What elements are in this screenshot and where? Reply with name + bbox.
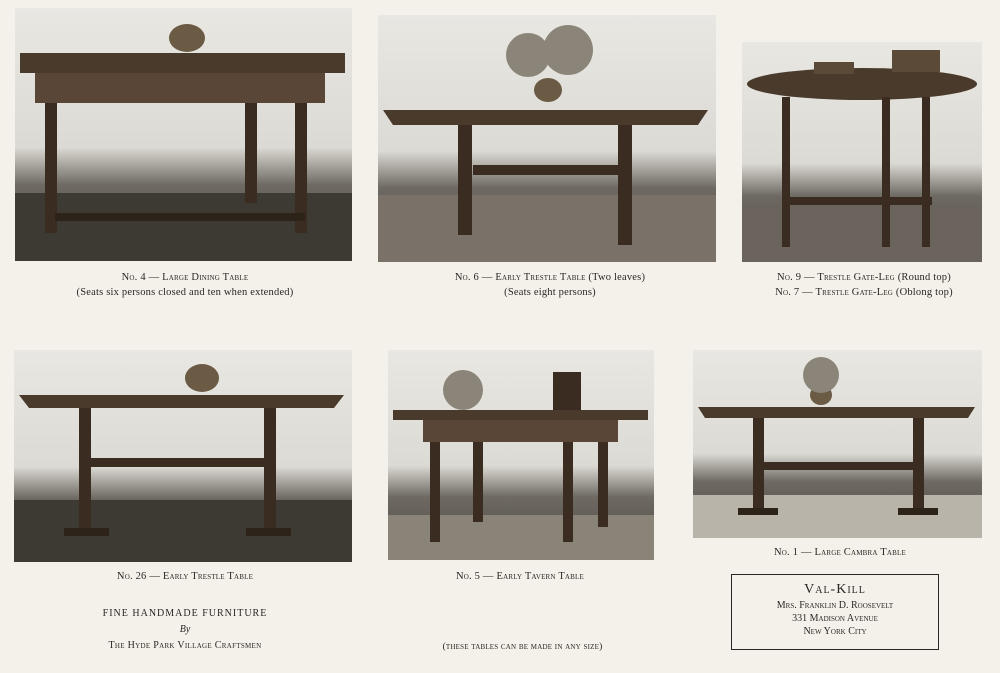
credit-block bbox=[70, 606, 300, 654]
caption-no-7-title: No. 7 — Trestle Gate-Leg bbox=[775, 287, 894, 298]
photo-large-dining-table bbox=[15, 8, 352, 261]
val-kill-brand: Val-Kill bbox=[804, 582, 866, 597]
caption-no-6-title: No. 6 — Early Trestle Table bbox=[454, 272, 586, 283]
caption-no-9-line bbox=[752, 270, 976, 285]
caption-no-9-top: (Round top) bbox=[897, 272, 951, 283]
val-kill-owner: Mrs. Franklin D. Roosevelt bbox=[776, 600, 894, 611]
photo-trestle-gate-leg-table bbox=[742, 42, 982, 262]
caption-no-6-leaves: (Two leaves) bbox=[588, 272, 646, 283]
gate-leg-table-illustration bbox=[742, 42, 982, 262]
credit-maker: The Hyde Park Village Craftsmen bbox=[108, 640, 262, 651]
photo-early-trestle-table-26 bbox=[14, 350, 352, 562]
size-note bbox=[405, 640, 640, 655]
tavern-table-illustration bbox=[388, 350, 654, 560]
caption-no-4 bbox=[40, 270, 330, 300]
caption-no-6-note: (Seats eight persons) bbox=[504, 287, 596, 298]
size-note-text: (these tables can be made in any size) bbox=[442, 642, 603, 652]
caption-no-7-top: (Oblong top) bbox=[895, 287, 953, 298]
caption-no-5 bbox=[410, 569, 630, 584]
credit-heading: FINE HANDMADE FURNITURE bbox=[102, 608, 268, 619]
caption-no-4-title: No. 4 — Large Dining Table bbox=[121, 272, 249, 283]
caption-no-9-title: No. 9 — Trestle Gate-Leg bbox=[777, 272, 895, 283]
credit-by: By bbox=[179, 624, 191, 635]
cambra-table-illustration bbox=[693, 350, 982, 538]
caption-no-6-title-line bbox=[400, 270, 700, 285]
caption-no-7-line bbox=[752, 285, 976, 300]
val-kill-street: 331 Madison Avenue bbox=[792, 613, 878, 624]
val-kill-city: New York City bbox=[803, 626, 867, 637]
photo-early-trestle-table bbox=[378, 15, 716, 262]
trestle-table-26-illustration bbox=[14, 350, 352, 562]
caption-no-1 bbox=[730, 545, 950, 560]
caption-no-6 bbox=[400, 270, 700, 300]
val-kill-box bbox=[731, 574, 939, 650]
caption-no-1-title: No. 1 — Large Cambra Table bbox=[774, 547, 906, 558]
photo-large-cambra-table bbox=[693, 350, 982, 538]
caption-no-26 bbox=[60, 569, 310, 584]
trestle-table-illustration bbox=[378, 15, 716, 262]
caption-no-5-title: No. 5 — Early Tavern Table bbox=[455, 571, 585, 582]
caption-no-9-no-7 bbox=[752, 270, 976, 300]
dining-table-illustration bbox=[15, 8, 352, 261]
caption-no-4-note: (Seats six persons closed and ten when extended) bbox=[76, 287, 294, 298]
caption-no-26-title: No. 26 — Early Trestle Table bbox=[116, 571, 254, 582]
photo-early-tavern-table bbox=[388, 350, 654, 560]
